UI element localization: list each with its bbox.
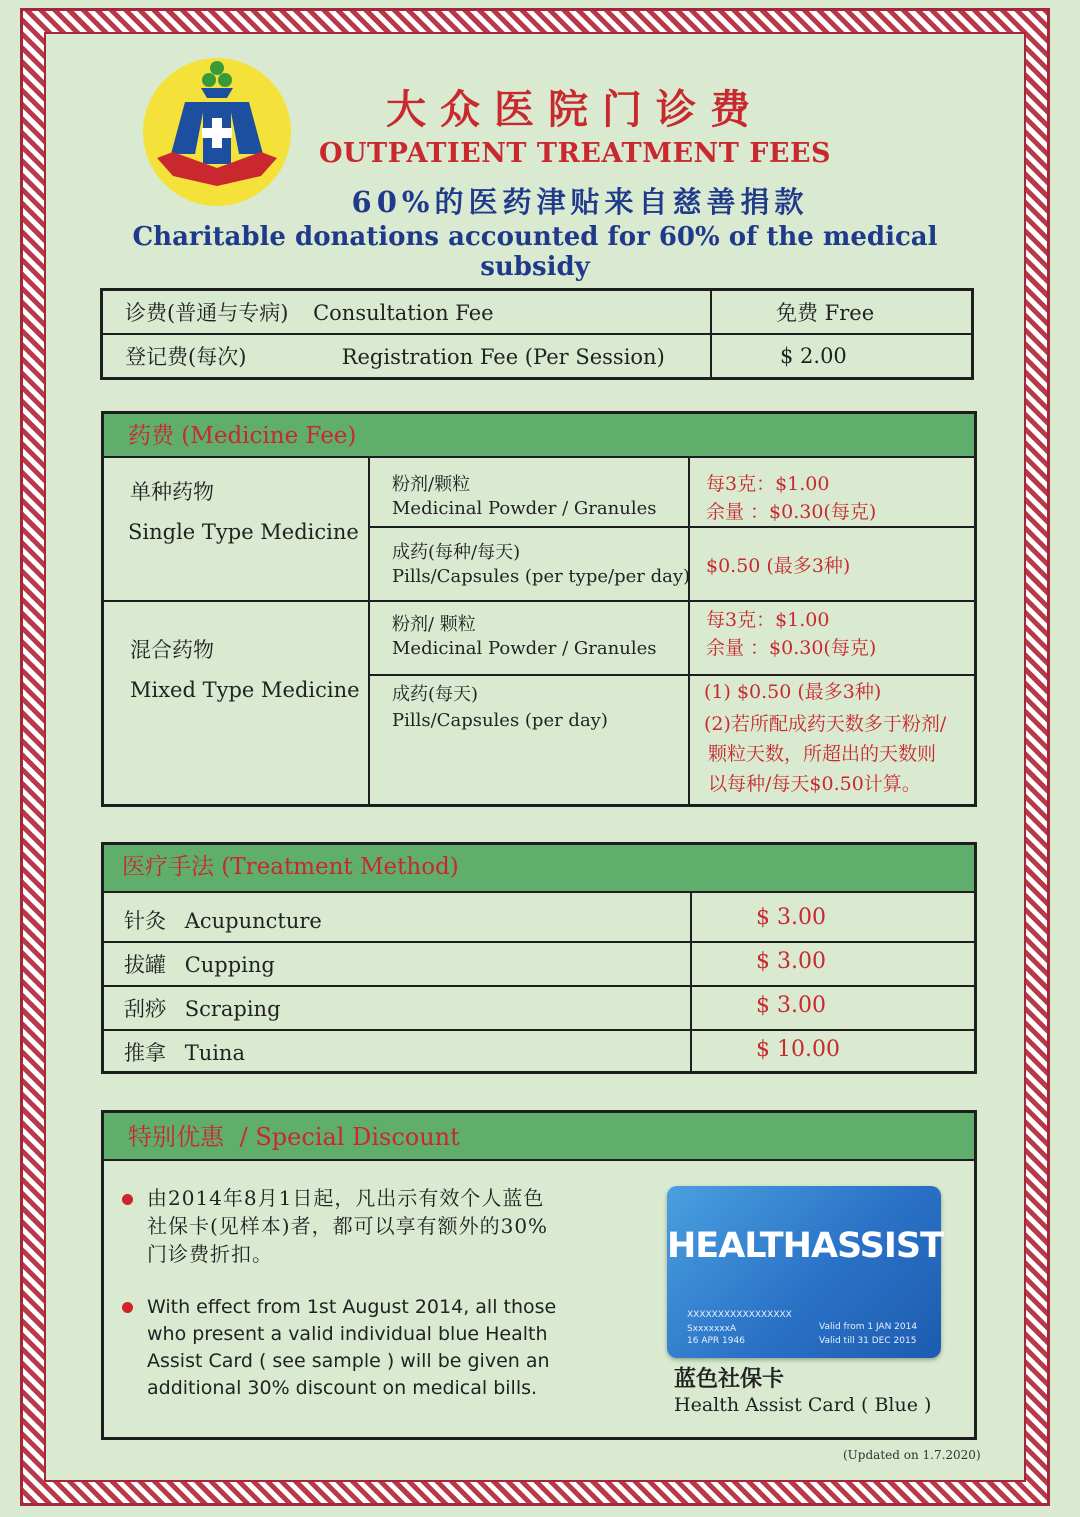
fee-label-cn: 诊费(普通与专病) — [125, 301, 289, 325]
bullet-icon — [122, 1302, 133, 1313]
treatment-fee: $ 3.00 — [756, 993, 826, 1018]
card-caption-en: Health Assist Card ( Blue ) — [674, 1394, 932, 1416]
medicine-fee-section — [101, 411, 977, 807]
fee-label-cell — [102, 334, 712, 379]
single-pills-fee: $0.50 (最多3种) — [706, 555, 851, 577]
single-pills-cn: 成药(每种/每天) — [392, 542, 521, 563]
mixed-pills-fee-4: 以每种/每天$0.50计算。 — [708, 773, 921, 795]
mixed-pills-en: Pills/Capsules (per day) — [392, 710, 608, 731]
title-en: OUTPATIENT TREATMENT FEES — [318, 138, 832, 169]
treatment-row — [124, 905, 322, 935]
treatment-fee: $ 10.00 — [756, 1037, 840, 1062]
treatment-fee: $ 3.00 — [756, 905, 826, 930]
treatment-row — [124, 1037, 245, 1067]
discount-cn-line: 门诊费折扣。 — [147, 1242, 273, 1266]
single-pills-en: Pills/Capsules (per type/per day) — [392, 566, 691, 587]
card-caption-cn: 蓝色社保卡 — [674, 1366, 785, 1392]
divider — [368, 674, 974, 676]
basic-fee-table — [100, 288, 974, 380]
discount-en-line: With effect from 1st August 2014, all those — [147, 1296, 557, 1318]
divider — [104, 941, 974, 943]
single-label-cn: 单种药物 — [130, 480, 214, 504]
discount-en-line: who present a valid individual blue Health — [147, 1323, 548, 1345]
treatment-cn: 针灸 — [124, 909, 166, 933]
mixed-pills-fee-3: 颗粒天数，所超出的天数则 — [708, 743, 937, 765]
card-number: XXXXXXXXXXXXXXXXX — [687, 1310, 792, 1320]
fee-label-en: Registration Fee (Per Session) — [341, 345, 665, 369]
discount-cn-line: 社保卡(见样本)者，都可以享有额外的30% — [147, 1214, 549, 1238]
treatment-cn: 推拿 — [124, 1041, 166, 1065]
subtitle-cn: 60%的医药津贴来自慈善捐款 — [351, 185, 809, 219]
discount-paragraph-en — [147, 1294, 556, 1402]
title-cn: 大众医院门诊费 — [386, 86, 764, 133]
discount-cn-line: 由2014年8月1日起，凡出示有效个人蓝色 — [147, 1186, 545, 1210]
mixed-pills-fee-2: (2)若所配成药天数多于粉剂/ — [704, 713, 947, 735]
mixed-pills-fee-1: (1) $0.50 (最多3种) — [704, 681, 882, 703]
discount-heading — [104, 1113, 974, 1161]
card-valid-till: Valid till 31 DEC 2015 — [819, 1336, 917, 1346]
divider — [104, 600, 974, 602]
table-row — [102, 334, 973, 379]
health-assist-card-sample — [667, 1186, 941, 1358]
divider — [104, 985, 974, 987]
divider — [104, 1029, 974, 1031]
treatment-en: Acupuncture — [184, 909, 322, 933]
subtitle-en: Charitable donations accounted for 60% of the medical subsidy — [132, 222, 938, 282]
card-dob: 16 APR 1946 — [687, 1336, 745, 1346]
mixed-powder-en: Medicinal Powder / Granules — [392, 638, 657, 659]
fee-value: $ 2.00 — [711, 334, 973, 379]
updated-note: (Updated on 1.7.2020) — [843, 1448, 981, 1462]
card-title: HEALTHASSIST — [667, 1226, 943, 1266]
discount-en-line: additional 30% discount on medical bills. — [147, 1377, 538, 1399]
divider — [368, 458, 370, 804]
treatment-en: Cupping — [184, 953, 275, 977]
treatment-row — [124, 993, 281, 1023]
treatment-fee: $ 3.00 — [756, 949, 826, 974]
treatment-row — [124, 949, 275, 979]
single-powder-en: Medicinal Powder / Granules — [392, 498, 657, 519]
card-valid-from: Valid from 1 JAN 2014 — [819, 1322, 918, 1332]
treatment-en: Tuina — [184, 1041, 245, 1065]
medicine-fee-heading: 药费 (Medicine Fee) — [104, 414, 974, 458]
hospital-logo — [143, 58, 291, 206]
single-powder-fee-2: 余量 ：$0.30(每克) — [706, 501, 877, 523]
treatment-heading: 医疗手法 (Treatment Method) — [104, 845, 974, 893]
discount-en-line: Assist Card ( see sample ) will be given an — [147, 1350, 550, 1372]
fee-value: 免费 Free — [711, 290, 973, 335]
mixed-label-en: Mixed Type Medicine — [130, 678, 360, 702]
mixed-powder-cn: 粉剂/ 颗粒 — [392, 614, 476, 635]
treatment-en: Scraping — [184, 997, 281, 1021]
single-label-en: Single Type Medicine — [128, 520, 359, 544]
single-powder-cn: 粉剂/颗粒 — [392, 474, 471, 495]
mixed-label-cn: 混合药物 — [130, 638, 214, 662]
fee-label-cn: 登记费(每次) — [125, 345, 247, 369]
treatment-cn: 刮痧 — [124, 997, 166, 1021]
mixed-powder-fee-2: 余量 ：$0.30(每克) — [706, 637, 877, 659]
discount-heading-cn: 特别优惠 — [128, 1123, 224, 1151]
discount-paragraph-cn — [147, 1184, 548, 1268]
fee-label-en: Consultation Fee — [313, 301, 494, 325]
treatment-cn: 拔罐 — [124, 953, 166, 977]
mixed-pills-cn: 成药(每天) — [392, 684, 479, 705]
bullet-icon — [122, 1194, 133, 1205]
divider — [688, 458, 690, 804]
fee-label-cell — [102, 290, 712, 335]
table-row — [102, 290, 973, 335]
discount-heading-en: / Special Discount — [239, 1123, 460, 1151]
divider — [368, 526, 974, 528]
card-name: SxxxxxxxA — [687, 1324, 737, 1334]
treatment-section — [101, 842, 977, 1074]
single-powder-fee-1: 每3克：$1.00 — [706, 473, 830, 495]
divider — [690, 893, 692, 1071]
mixed-powder-fee-1: 每3克：$1.00 — [706, 609, 830, 631]
